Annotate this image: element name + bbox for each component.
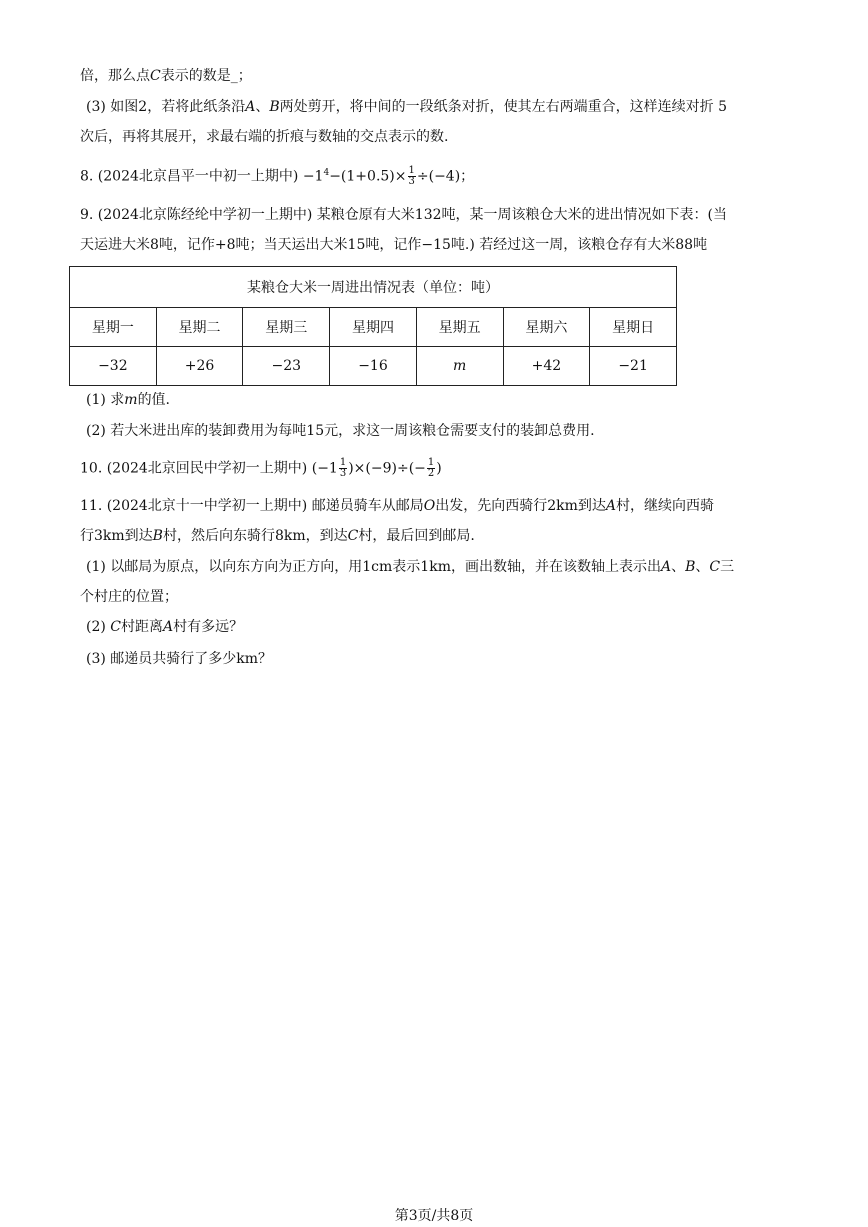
- table-cell: −23: [243, 347, 330, 386]
- text: (2): [86, 619, 106, 635]
- question-11-sub-2: [86, 617, 243, 637]
- denominator: 2: [427, 468, 435, 479]
- text: 村，然后向东骑行8km，到达: [162, 528, 348, 544]
- text: 、: [671, 559, 686, 575]
- question-11-sub-1: [86, 557, 734, 577]
- text: 村距离: [121, 619, 164, 635]
- grain-table: [69, 266, 677, 386]
- question-11-sub-3: (3) 邮递员共骑行了多少km？: [86, 651, 273, 667]
- text-line-3: 次后，再将其展开，求最右端的折痕与数轴的交点表示的数.: [80, 129, 449, 145]
- fraction: [427, 458, 435, 479]
- variable-b: B: [685, 559, 696, 575]
- variable-b: B: [152, 528, 163, 544]
- numerator: 1: [427, 457, 435, 468]
- table-cell: −32: [70, 347, 157, 386]
- numerator: 1: [339, 457, 347, 468]
- text: 村有多远？: [173, 619, 244, 635]
- fraction: [339, 458, 347, 479]
- text: 倍，那么点: [80, 68, 150, 84]
- denominator: 3: [408, 176, 415, 188]
- text-line-2: [86, 97, 727, 117]
- numerator: 1: [408, 165, 415, 177]
- table-row: [70, 347, 677, 386]
- variable-a: A: [605, 498, 616, 514]
- question-9-sub-2: (2) 若大米进出库的装卸费用为每吨15元，求这一周该粮仓需要支付的装卸总费用.: [86, 423, 595, 439]
- text: 村，最后回到邮局.: [358, 528, 475, 544]
- text: 两处剪开，将中间的一段纸条对折，使其左右两端重合，这样连续对折 5: [279, 99, 727, 115]
- question-8: [80, 163, 474, 187]
- text: (1) 求: [86, 392, 125, 408]
- table-header: 星期三: [243, 308, 330, 347]
- question-9-sub-1: [86, 390, 170, 410]
- page-footer: 第3页/共8页: [394, 1208, 474, 1224]
- question-label: 8. (2024北京昌平一中初一上期中): [80, 168, 299, 185]
- question-11-line-2: [80, 526, 475, 546]
- question-11-line-1: [80, 496, 714, 516]
- variable-c: C: [150, 68, 161, 84]
- question-9-line-2: 天运进大米8吨，记作+8吨；当天运出大米15吨，记作−15吨.) 若经过这一周，该粮仓存有大米88吨: [80, 237, 708, 253]
- table-cell: −21: [590, 347, 677, 386]
- variable-m: m: [124, 392, 138, 408]
- variable-c: C: [347, 528, 359, 544]
- table-header-row: [70, 308, 677, 347]
- table-header: 星期二: [156, 308, 243, 347]
- table-header: 星期五: [416, 308, 503, 347]
- text: (3) 如图2，若将此纸条沿: [86, 99, 246, 115]
- question-9-line-1: 9. (2024北京陈经纶中学初一上期中) 某粮仓原有大米132吨，某一周该粮仓大米的进出情况如下表：(当: [80, 207, 727, 223]
- question-11-sub-1-cont: 个村庄的位置；: [80, 589, 178, 605]
- math: −1: [302, 168, 324, 185]
- fraction: [408, 166, 416, 187]
- question-label: 10. (2024北京回民中学初一上期中): [80, 460, 308, 477]
- variable-b: B: [269, 99, 280, 115]
- text: 村，继续向西骑: [616, 498, 714, 514]
- text: 、: [255, 99, 270, 115]
- table-cell: +26: [156, 347, 243, 386]
- math: ÷(−4)；: [416, 168, 475, 185]
- variable-c: C: [709, 559, 721, 575]
- math: )×(−9)÷(−: [348, 460, 426, 477]
- table-header: 星期日: [590, 308, 677, 347]
- text-line-1: [80, 66, 252, 86]
- denominator: 3: [339, 468, 347, 479]
- variable-a: A: [163, 619, 174, 635]
- variable-a: A: [245, 99, 256, 115]
- table-caption: 某粮仓大米一周进出情况表（单位：吨）: [70, 267, 677, 308]
- table-cell: +42: [503, 347, 590, 386]
- table-header: 星期六: [503, 308, 590, 347]
- text: 11. (2024北京十一中学初一上期中) 邮递员骑车从邮局: [80, 498, 424, 514]
- table-header: 星期一: [70, 308, 157, 347]
- text: (1) 以邮局为原点，以向东方向为正方向，用1cm表示1km，画出数轴，并在该数轴上表示出: [86, 559, 661, 575]
- variable-o: O: [423, 498, 436, 514]
- table-cell: m: [416, 347, 503, 386]
- text: 表示的数是_；: [160, 68, 252, 84]
- math: (−1: [311, 460, 338, 477]
- variable-a: A: [660, 559, 672, 575]
- math: ): [436, 460, 442, 477]
- question-10: [80, 458, 442, 479]
- table-header: 星期四: [330, 308, 417, 347]
- exponent: 4: [323, 168, 330, 178]
- variable-c: C: [110, 619, 122, 635]
- text: 出发，先向西骑行2km到达: [435, 498, 606, 514]
- text: 的值.: [137, 392, 171, 408]
- table-cell: −16: [330, 347, 417, 386]
- math: −(1+0.5)×: [329, 168, 407, 185]
- text: 三: [720, 559, 735, 575]
- text: 行3km到达: [80, 528, 153, 544]
- text: 、: [695, 559, 710, 575]
